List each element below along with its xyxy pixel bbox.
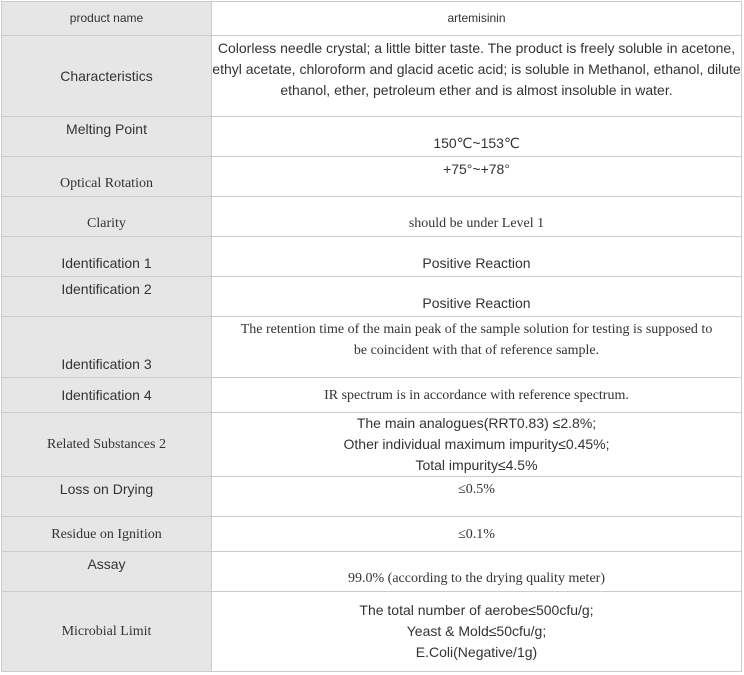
row-key-cell: Microbial Limit (2, 592, 212, 672)
row-key-cell: Identification 4 (2, 378, 212, 413)
value-line: The total number of aerobe≤500cfu/g; (359, 602, 594, 618)
row-key-cell: Characteristics (2, 36, 212, 117)
row-value-cell: Positive Reaction (212, 237, 742, 277)
table-row (2, 237, 742, 277)
value-line: Colorless needle crystal; a little bitter taste. The product is freely soluble in acetone, (217, 40, 736, 56)
value-line: Total impurity≤4.5% (415, 457, 538, 473)
row-value-cell: 150℃~153℃ (212, 117, 742, 157)
value-line: The main analogues(RRT0.83) ≤2.8%; (356, 415, 597, 431)
table-row (2, 36, 742, 117)
header-key-cell: product name (2, 2, 212, 36)
row-key-cell: Identification 3 (2, 317, 212, 378)
row-value-cell (212, 592, 742, 672)
value-line: Other individual maximum impurity≤0.45%; (343, 436, 610, 452)
value-line: ethanol, ether, petroleum ether and is almost insoluble in water. (280, 82, 673, 98)
table-row (2, 277, 742, 317)
row-key-cell: Melting Point (2, 117, 212, 157)
row-key-cell: Related Substances 2 (2, 413, 212, 477)
table-row-header (2, 2, 742, 36)
row-key-cell: Clarity (2, 197, 212, 237)
table-row (2, 317, 742, 378)
row-key-cell: Assay (2, 552, 212, 592)
value-line: The retention time of the main peak of the sample solution for testing is supposed to (240, 322, 713, 337)
table-row (2, 157, 742, 197)
specification-table (1, 1, 742, 672)
value-line: ethyl acetate, chloroform and glacid acetic acid; is soluble in Methanol, ethanol, dilute (212, 61, 741, 77)
row-key-cell: Loss on Drying (2, 477, 212, 517)
value-line: be coincident with that of reference sample. (353, 343, 600, 358)
table-row (2, 477, 742, 517)
table-row (2, 413, 742, 477)
row-value-cell: IR spectrum is in accordance with reference spectrum. (212, 378, 742, 413)
value-line: E.Coli(Negative/1g) (415, 644, 538, 660)
row-value-cell (212, 317, 742, 378)
row-key-cell: Identification 1 (2, 237, 212, 277)
table-row (2, 117, 742, 157)
table-row (2, 592, 742, 672)
value-line: Yeast & Mold≤50cfu/g; (406, 623, 547, 639)
row-value-cell (212, 36, 742, 117)
row-value-cell: should be under Level 1 (212, 197, 742, 237)
row-value-cell: ≤0.1% (212, 517, 742, 552)
row-value-cell: ≤0.5% (212, 477, 742, 517)
row-key-cell: Optical Rotation (2, 157, 212, 197)
row-value-cell (212, 413, 742, 477)
table-row (2, 517, 742, 552)
row-value-cell: Positive Reaction (212, 277, 742, 317)
row-value-cell: 99.0% (according to the drying quality meter) (212, 552, 742, 592)
row-key-cell: Identification 2 (2, 277, 212, 317)
table-row (2, 552, 742, 592)
row-key-cell: Residue on Ignition (2, 517, 212, 552)
table-row (2, 197, 742, 237)
header-value-cell: artemisinin (212, 2, 742, 36)
table-row (2, 378, 742, 413)
row-value-cell: +75°~+78° (212, 157, 742, 197)
